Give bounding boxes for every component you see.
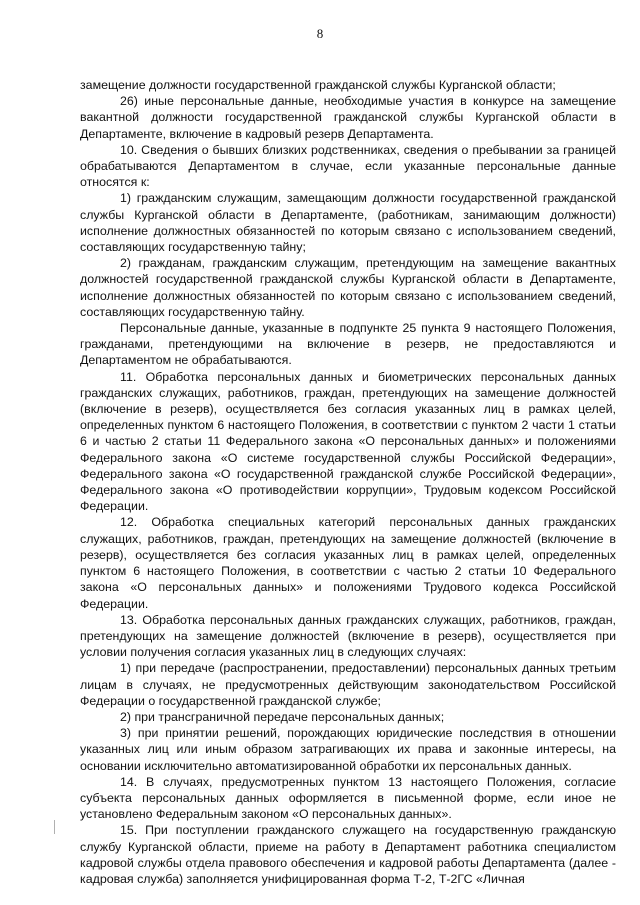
paragraph-continuation: замещение должности государственной гражданской службы Курганской области; <box>80 78 556 92</box>
paragraph-clause-14: 14. В случаях, предусмотренных пунктом 13 настоящего Положения, согласие субъекта персональных данных оформляется в письменной форме, если иное не установлено Федеральным законом «О персональных данных». <box>80 774 616 822</box>
paragraph-reserve-note: Персональные данные, указанные в подпункте 25 пункта 9 настоящего Положения, гражданами, претендующими на включение в резерв, не предоставляются и Департаментом не обрабатываются. <box>80 321 616 368</box>
paragraph-clause-13: 13. Обработка персональных данных гражданских служащих, работников, граждан, претендующих на замещение должностей (включение в резерв), осуществляется при условии получения согласия указанных лиц в следующих случаях: <box>80 612 616 660</box>
scan-margin-mark <box>54 820 55 834</box>
paragraph-clause-13-item-3: 3) при принятии решений, порождающих юридические последствия в отношении указанных лиц или иным образом затрагивающих их права и законные интересы, на основании исключительно автоматизированной обработки их персональных данных. <box>80 726 616 773</box>
paragraph-clause-15: 15. При поступлении гражданского служащего на государственную гражданскую службу Курганской области, приеме на работу в Департамент работника специалистом кадровой службы отдела правового обеспечения и кадровой работы Департамента (далее - кадровая служба) заполняется унифицированная форма Т-2, Т-2ГС «Личная <box>80 823 616 886</box>
page-number: 8 <box>316 26 324 41</box>
paragraph-clause-12: 12. Обработка специальных категорий персональных данных гражданских служащих, работников, граждан, претендующих на замещение должностей (включение в резерв), осуществляется без согласия указанных лиц в рамках целей, определенных пунктом 6 настоящего Положения, в соответствии с частью 2 статьи 10 Федерального закона «О персональных данных» и положениями Трудового кодекса Российской Федерации. <box>80 515 616 611</box>
paragraph-item-26: 26) иные персональные данные, необходимые участия в конкурсе на замещение вакантной должности государственной гражданской службы Курганской области в Департаменте, включение в кадровый резерв Департамента. <box>80 94 616 141</box>
paragraph-clause-10-item-1: 1) гражданским служащим, замещающим должности государственной гражданской службы Курганской области в Департаменте, (работникам, занимающим должности) исполнение должностных обязанностей по которым связано с использованием сведений, составляющих государственную тайну; <box>80 191 616 255</box>
document-body <box>80 77 616 887</box>
paragraph-clause-11: 11. Обработка персональных данных и биометрических персональных данных гражданских служащих, работников, граждан, претендующих на замещение должностей (включение в резерв), осуществляется без согласия указанных лиц в рамках целей, определенных пунктом 6 настоящего Положения, в соответствии с пунктом 2 части 1 статьи 6 и частью 2 статьи 11 Федерального закона «О персональных данных» и положениями Федерального закона «О системе государственной службы Российской Федерации», Федерального закона «О государственной гражданской службе Российской Федерации», Федерального закона «О противодействии коррупции», Трудовым кодексом Российской Федерации. <box>80 369 616 514</box>
paragraph-clause-13-item-2: 2) при трансграничной передаче персональных данных; <box>120 709 445 724</box>
paragraph-clause-13-item-1: 1) при передаче (распространении, предоставлении) персональных данных третьим лицам в случаях, не предусмотренных действующим законодательством Российской Федерации о государственной гражданской службе; <box>80 661 616 708</box>
paragraph-clause-10: 10. Сведения о бывших близких родственниках, сведения о пребывании за границей обрабатываются Департаментом в случае, если указанные персональные данные относятся к: <box>80 142 616 190</box>
paragraph-clause-10-item-2: 2) гражданам, гражданским служащим, претендующим на замещение вакантных должностей государственной гражданской службы Курганской области в Департаменте, исполнение должностных обязанностей по которым связано с использованием сведений, составляющих государственную тайну. <box>80 256 616 319</box>
